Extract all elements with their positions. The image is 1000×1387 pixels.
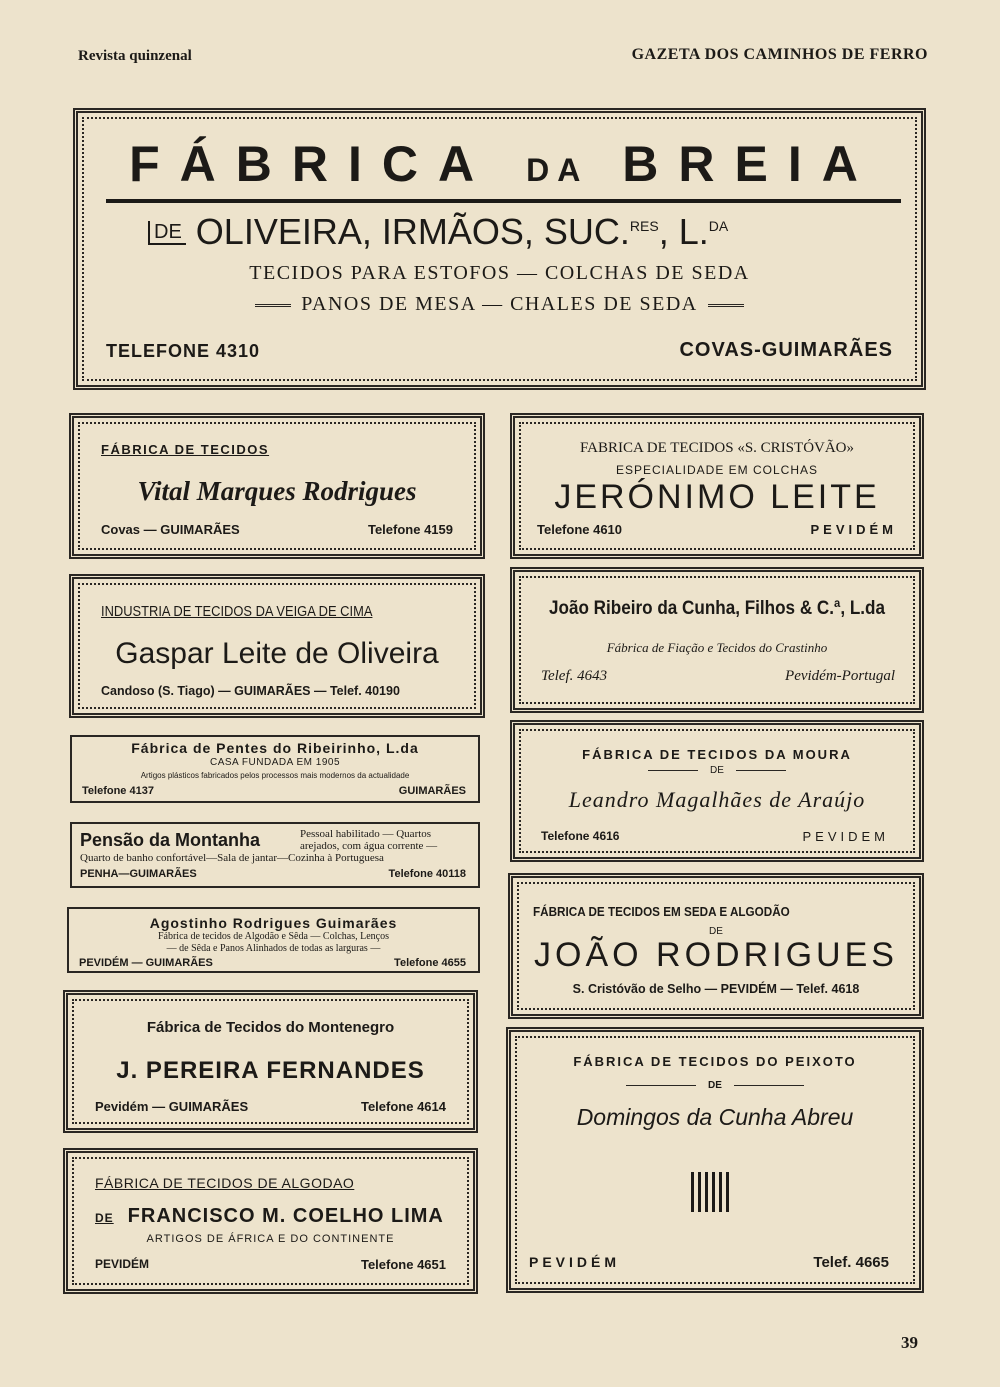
peixoto-name: Domingos da Cunha Abreu [576, 1104, 854, 1130]
ad-joao-rodrigues [508, 873, 924, 1019]
agostinho-line2: — de Sêda e Panos Alinhados de todas as larguras — [166, 943, 381, 954]
jeronimo-name: JERÓNIMO LEITE [554, 478, 880, 516]
coelho-name: FRANCISCO M. COELHO LIMA [127, 1205, 444, 1227]
coelho-sub: ARTIGOS DE ÁFRICA E DO CONTINENTE [146, 1233, 395, 1245]
coelho-name-row [95, 1205, 444, 1228]
agostinho-line1: Fábrica de tecidos de Algodão e Sêda — Colchas, Lenços [157, 931, 390, 942]
ad-moura [510, 720, 924, 862]
breia-owner-name: OLIVEIRA, IRMÃOS, SUC. [195, 211, 630, 252]
joao-address: S. Cristóvão de Selho — PEVIDÉM — Telef. 4618 [572, 982, 860, 996]
journal-subtitle: Revista quinzenal [78, 48, 192, 64]
vital-phone: Telefone 4159 [367, 522, 453, 537]
peixoto-rule-right [734, 1085, 804, 1086]
breia-title-part1: FÁBRICA [129, 136, 493, 192]
peixoto-location: PEVIDÉM [529, 1254, 621, 1270]
breia-owner-sup2: DA [708, 218, 729, 234]
ad-peixoto [506, 1027, 924, 1293]
coelho-heading: FÁBRICA DE TECIDOS DE ALGODAO [95, 1175, 355, 1191]
pensao-desc2: arejados, com água corrente — [300, 840, 438, 852]
peixoto-de-row [511, 1080, 919, 1091]
vital-heading: FÁBRICA DE TECIDOS [101, 442, 270, 457]
pensao-desc1: Pessoal habilitado — Quartos [300, 828, 432, 840]
breia-line1: TECIDOS PARA ESTOFOS — COLCHAS DE SEDA [249, 262, 750, 284]
pentes-location: GUIMARÃES [398, 785, 466, 797]
montenegro-name: J. PEREIRA FERNANDES [116, 1057, 425, 1084]
ad-pentes-ribeirinho [70, 735, 480, 803]
breia-title [106, 135, 901, 203]
ribeiro-phone: Telef. 4643 [541, 668, 608, 684]
ad-gaspar-leite [69, 574, 485, 718]
pentes-phone: Telefone 4137 [82, 785, 154, 797]
ad-fabrica-breia [73, 108, 926, 390]
pensao-line: Quarto de banho confortável—Sala de jantar—Cozinha à Portuguesa [80, 852, 384, 864]
joao-name: JOÃO RODRIGUES [534, 936, 898, 974]
pentes-title: Fábrica de Pentes do Ribeirinho, L.da [131, 740, 419, 756]
jeronimo-phone: Telefone 4610 [537, 522, 623, 537]
joao-heading: FÁBRICA DE TECIDOS EM SEDA E ALGODÃO [533, 904, 790, 919]
jeronimo-location: PEVIDÉM [810, 522, 897, 537]
breia-location: COVAS-GUIMARÃES [679, 339, 893, 361]
joao-de: DE [709, 926, 723, 937]
moura-de-row [515, 765, 919, 776]
breia-title-part2: BREIA [622, 136, 878, 192]
moura-heading: FÁBRICA DE TECIDOS DA MOURA [582, 747, 852, 762]
peixoto-heading: FÁBRICA DE TECIDOS DO PEIXOTO [573, 1054, 857, 1069]
ad-agostinho-rodrigues [67, 907, 480, 973]
pensao-title: Pensão da Montanha [80, 830, 261, 850]
gaspar-address: Candoso (S. Tiago) — GUIMARÃES — Telef. 40190 [101, 684, 400, 698]
moura-rule-left [648, 770, 698, 771]
peixoto-logo [691, 1172, 729, 1212]
jeronimo-heading: FABRICA DE TECIDOS «S. CRISTÓVÃO» [579, 440, 855, 456]
ad-jeronimo-leite [510, 413, 924, 559]
coelho-prefix: DE [95, 1211, 114, 1225]
moura-rule-right [736, 770, 786, 771]
moura-location: PEVIDEM [802, 829, 889, 844]
montenegro-heading: Fábrica de Tecidos do Montenegro [146, 1019, 395, 1036]
ad-ribeiro-cunha [510, 567, 924, 713]
moura-name: Leandro Magalhães de Araújo [568, 787, 866, 812]
pentes-line2: Artigos plásticos fabricados pelos processos mais modernos da actualidade [140, 771, 410, 780]
ribeiro-name: João Ribeiro da Cunha, Filhos & C.ª, L.da [548, 598, 886, 619]
vital-name: Vital Marques Rodrigues [137, 476, 417, 506]
agostinho-phone: Telefone 4655 [394, 957, 466, 969]
breia-rule-left [255, 304, 291, 307]
journal-title: GAZETA DOS CAMINHOS DE FERRO [631, 46, 928, 63]
montenegro-phone: Telefone 4614 [360, 1099, 446, 1114]
pentes-line1: CASA FUNDADA EM 1905 [209, 757, 341, 768]
peixoto-rule-left [626, 1085, 696, 1086]
page-number: 39 [901, 1333, 918, 1352]
agostinho-location: PEVIDÉM — GUIMARÃES [79, 957, 213, 969]
pensao-phone: Telefone 40118 [388, 868, 466, 880]
breia-phone: TELEFONE 4310 [106, 341, 261, 361]
ribeiro-sub: Fábrica de Fiação e Tecidos do Crastinho [606, 640, 828, 655]
gaspar-name: Gaspar Leite de Oliveira [115, 637, 439, 670]
breia-line2: PANOS DE MESA — CHALES DE SEDA [301, 293, 698, 315]
ribeiro-location: Pevidém-Portugal [785, 668, 895, 684]
pensao-location: PENHA—GUIMARÃES [80, 868, 197, 880]
breia-owner [148, 211, 728, 253]
ad-coelho-lima [63, 1148, 478, 1294]
jeronimo-sub: ESPECIALIDADE EM COLCHAS [615, 463, 819, 477]
peixoto-de: DE [708, 1080, 722, 1091]
gaspar-heading: INDUSTRIA DE TECIDOS DA VEIGA DE CIMA [101, 603, 373, 620]
moura-phone: Telefone 4616 [541, 829, 620, 843]
breia-owner-ld: , L. [658, 211, 709, 252]
vital-location: Covas — GUIMARÃES [101, 522, 240, 537]
breia-line2-row [78, 293, 921, 316]
ad-montenegro [63, 990, 478, 1133]
montenegro-location: Pevidém — GUIMARÃES [95, 1099, 249, 1114]
breia-title-da: DA [526, 152, 589, 188]
moura-de: DE [710, 765, 724, 776]
breia-rule-right [708, 304, 744, 307]
agostinho-title: Agostinho Rodrigues Guimarães [149, 915, 398, 931]
ad-pensao-montanha [70, 822, 480, 888]
peixoto-phone: Telef. 4665 [813, 1254, 889, 1271]
coelho-location: PEVIDÉM [95, 1257, 150, 1271]
breia-owner-sup1: RES [629, 218, 659, 234]
breia-owner-prefix: DE [148, 221, 186, 245]
ad-vital-marques [69, 413, 485, 559]
coelho-phone: Telefone 4651 [360, 1257, 446, 1272]
